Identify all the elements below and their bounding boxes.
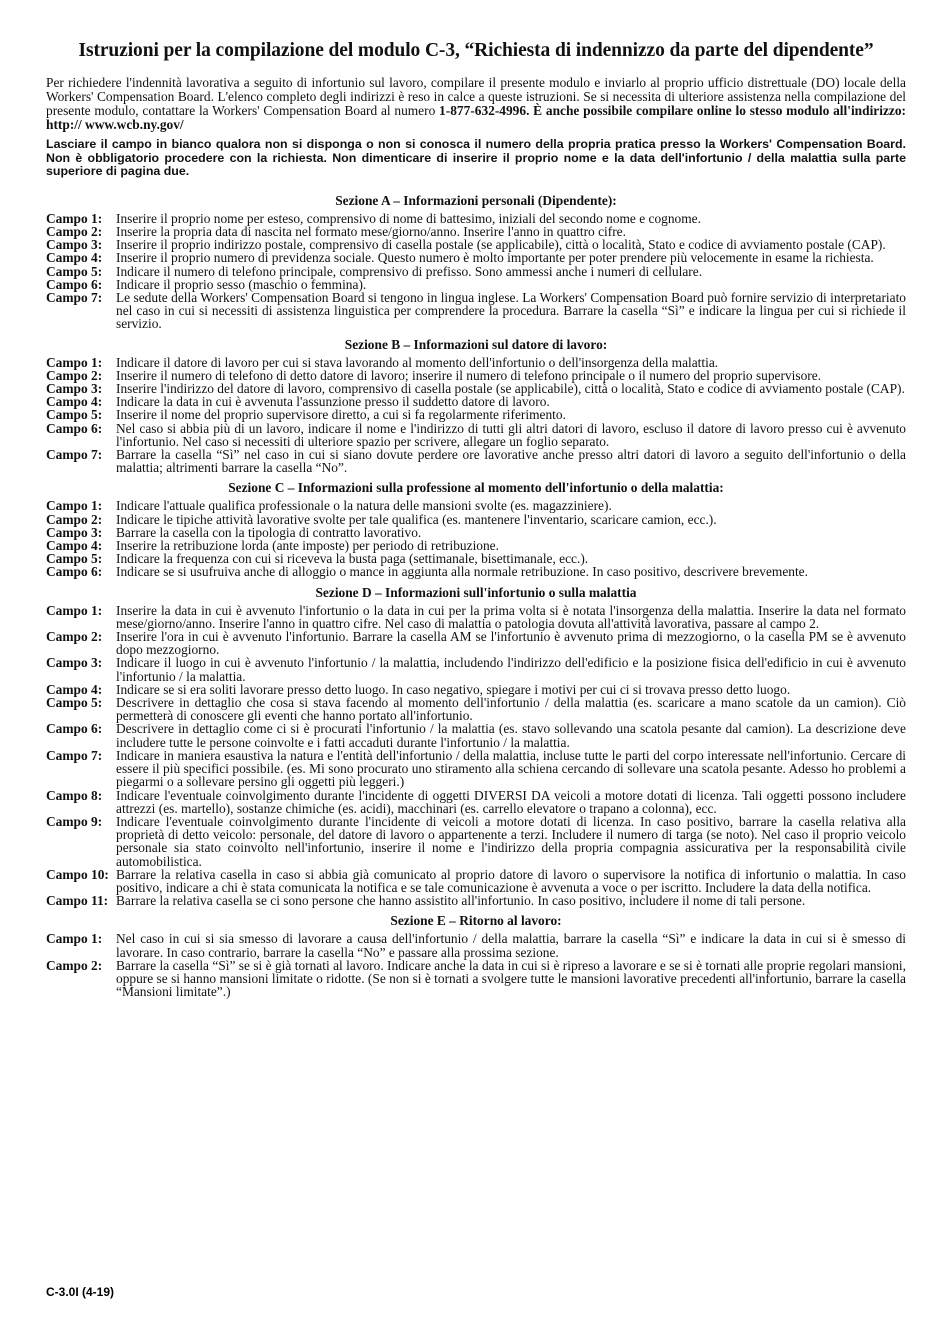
campo-label: Campo 6: [46,564,103,580]
campo-text: Inserire l'ora in cui è avvenuto l'infortunio. Barrare la casella AM se l'infortunio è avvenuto prima di mezzogiorno, o la casella PM se è avvenuto dopo mezzogiorno. [116,629,906,658]
campo-label: Campo 3: [46,655,103,671]
campo-label: Campo 1: [46,602,103,618]
campo-row [46,513,906,526]
intro-text: Per richiedere l'indennità lavorativa a seguito di infortunio sul lavoro, compilare il presente modulo e inviarlo al proprio ufficio distrettuale (DO) locale della Workers' Compensation Board. L'elenco completo degli indirizzi è reso in calce a queste istruzioni. Se si necessita di ulteriore assistenza nella compilazione del presente modulo, contattare la Workers' Compensation Board al numero [46,75,906,118]
campo-text: Barrare la casella con la tipologia di contratto lavorativo. [116,524,422,540]
campo-label: Campo 7: [46,447,103,463]
campo-row [46,604,906,630]
campo-text: Inserire il nome del proprio supervisore diretto, a cui si fa regolarmente riferimento. [116,407,566,423]
campo-label: Campo 5: [46,695,103,711]
campo-row [46,932,906,958]
campo-text: Indicare le tipiche attività lavorative svolte per tale qualifica (es. mantenere l'inventario, scaricare camion, ecc.). [116,511,717,527]
campo-label: Campo 8: [46,787,103,803]
campo-label: Campo 3: [46,524,103,540]
sections-container [46,193,906,999]
campo-text: Inserire il proprio indirizzo postale, comprensivo di casella postale (se applicabile), città o località, Stato e codice di avviamento postale (CAP). [116,237,886,253]
campo-text: Barrare la relativa casella se ci sono persone che hanno assistito all'infortunio. In caso positivo, includere il nome di tali persone. [116,893,806,909]
section-e [46,913,906,998]
campo-label: Campo 9: [46,813,103,829]
campo-label: Campo 5: [46,407,103,423]
campo-row [46,422,906,448]
document-page [46,40,906,1004]
campo-label: Campo 11: [46,893,109,909]
campo-text: Indicare se si usufruiva anche di alloggio o mance in aggiunta alla normale retribuzione. In caso positivo, descrivere brevemente. [116,564,808,580]
campo-text: Inserire il proprio numero di previdenza sociale. Questo numero è molto importante per poter prendere più velocemente in esame la richiesta. [116,250,874,266]
campo-text: Indicare il datore di lavoro per cui si stava lavorando al momento dell'infortunio o dell'insorgenza della malattia. [116,354,719,370]
campo-text: Indicare l'eventuale coinvolgimento durante l'incidente di oggetti DIVERSI DA veicoli a motore dotati di licenza. Tali oggetti possono includere attrezzi (es. martello), sostanze chimiche (es. acidi), macchinari (es. carrello elevatore o trapano a colonna), ecc. [116,787,906,816]
campo-label: Campo 6: [46,276,103,292]
campo-text: Indicare il numero di telefono principale, comprensivo di prefisso. Sono ammessi anche i numeri di cellulare. [116,263,703,279]
campo-label: Campo 4: [46,538,103,554]
campo-label: Campo 3: [46,237,103,253]
campo-label: Campo 2: [46,957,103,973]
campo-text: Indicare se si era soliti lavorare presso detto luogo. In caso negativo, spiegare i motivi per cui ci si trovava presso detto luogo. [116,681,791,697]
section-title: Sezione A – Informazioni personali (Dipendente): [335,192,617,208]
campo-label: Campo 2: [46,511,103,527]
campo-label: Campo 2: [46,223,103,239]
page-title: Istruzioni per la compilazione del modulo C-3, “Richiesta di indennizzo da parte del dipendente” [78,40,874,61]
campo-row [46,959,906,999]
campo-row [46,630,906,656]
campo-label: Campo 3: [46,381,103,397]
campo-text: Inserire il numero di telefono di detto datore di lavoro; inserire il numero di telefono principale o il numero del proprio supervisore. [116,367,822,383]
campo-row [46,815,906,868]
form-code-footer: C-3.0I (4-19) [46,1285,115,1299]
campo-row [46,251,906,264]
campo-row [46,894,906,907]
campo-row [46,212,906,225]
section-b [46,337,906,475]
section-title: Sezione E – Ritorno al lavoro: [390,913,562,929]
campo-label: Campo 10: [46,866,109,882]
notice-paragraph: Lasciare il campo in bianco qualora non si disponga o non si conosca il numero della propria pratica presso la Workers' Compensation Board. Non è obbligatorio procedere con la richiesta. Non dimenticare di inserire il proprio nome e la data dell'infortunio / della malattia sulla parte superiore di pagina due. [46,137,906,179]
campo-label: Campo 2: [46,367,103,383]
campo-text: Descrivere in dettaglio che cosa si stava facendo al momento dell'infortunio / della malattia (es. scaricare a mano scatole da un camion). Ciò permetterà di conoscere gli eventi che hanno portato all'infortunio. [116,695,906,724]
campo-text: Indicare l'attuale qualifica professionale o la natura delle mansioni svolte (es. magazziniere). [116,498,612,514]
campo-row [46,789,906,815]
section-d [46,585,906,908]
campo-label: Campo 7: [46,290,103,305]
campo-row [46,448,906,474]
campo-row [46,291,906,331]
campo-text: Inserire l'indirizzo del datore di lavoro, comprensivo di casella postale (se applicabile), città o località, Stato e codice di avviamento postale (CAP). [116,381,905,397]
campo-text: Le sedute della Workers' Compensation Board si tengono in lingua inglese. La Workers' Compensation Board può fornire servizio di interpretariato nel caso in cui si necessiti di assistenza linguistica per comprendere la procedura. Barrare la casella “Sì” e indicare la lingua per cui si richiede il servizio. [116,290,906,332]
campo-text: Nel caso si abbia più di un lavoro, indicare il nome e l'indirizzo di tutti gli altri datori di lavoro, escluso il datore di lavoro presso cui è avvenuto l'infortunio. Nel caso si necessiti di ulteriore spazio per scrivere, allegare un foglio separato. [116,420,906,449]
campo-text: Indicare in maniera esaustiva la natura e l'entità dell'infortunio / della malattia, incluse tutte le parti del corpo interessate nell'infortunio. Cercare di essere il più specifici possibile. (es. Mi sono procurato uno stiramento alla schiena cercando di sollevare una scatola pesante. Adesso ho problemi a piegarmi o a sollevare persino gli oggetti più leggeri.) [116,747,906,790]
campo-text: Nel caso in cui si sia smesso di lavorare a causa dell'infortunio / della malattia, barrare la casella “Sì” e indicare la data in cui si è smesso di lavorare. In caso contrario, barrare la casella “No” e passare alla prossima sezione. [116,931,906,960]
campo-text: Indicare la data in cui è avvenuta l'assunzione presso il suddetto datore di lavoro. [116,394,550,410]
campo-label: Campo 5: [46,551,103,567]
campo-row [46,499,906,512]
campo-label: Campo 1: [46,354,103,370]
campo-text: Inserire il proprio nome per esteso, comprensivo di nome di battesimo, iniziali del secondo nome e cognome. [116,210,701,226]
campo-row [46,356,906,369]
campo-row [46,749,906,789]
campo-text: Indicare l'eventuale coinvolgimento durante l'incidente di veicoli a motore dotati di licenza. In caso positivo, barrare la casella relativa alla proprietà di detto veicolo: personale, del datore di lavoro o appartenente a terzi. Includere il numero di targa (se noto). Nel caso il proprio veicolo personale sia stato coinvolto nell'infortunio, inserire il nome e l'indirizzo della propria compagnia assicurativa per la responsabilità civile automobilistica. [116,813,906,869]
campo-label: Campo 4: [46,394,103,410]
campo-text: Barrare la casella “Sì” se si è già tornati al lavoro. Indicare anche la data in cui si è ripreso a lavorare e se si è tornati alle proprie regolari mansioni, oppure se si hanno mansioni limitate o ridotte. (Se non si è tornati a svolgere tutte le mansioni lavorative precedenti all'infortunio, barrare la casella “Mansioni limitate”.) [116,957,906,1000]
campo-label: Campo 4: [46,681,103,697]
campo-text: Indicare il luogo in cui è avvenuto l'infortunio / la malattia, includendo l'indirizzo dell'edificio e la posizione fisica dell'edificio in cui è avvenuto l'infortunio / la malattia. [116,655,906,684]
intro-contact: 1-877-632-4996. È anche possibile compilare online lo stesso modulo all'indirizzo: http:// www.wcb.ny.gov/ [46,103,906,132]
campo-label: Campo 1: [46,210,103,226]
campo-row [46,868,906,894]
campo-text: Inserire la data in cui è avvenuto l'infortunio o la data in cui per la prima volta si è notata l'insorgenza della malattia. Inserire la data nel formato mese/giorno/anno. Inserire l'anno in quattro cifre. Nel caso di malattia o patologia dovuta all'attività lavorativa, passare al campo 2. [116,602,906,631]
campo-text: Barrare la relativa casella in caso si abbia già comunicato al proprio datore di lavoro o supervisore la notifica di infortunio o malattia. In caso positivo, indicare a chi è stata comunicata la notifica e se tale comunicazione è avvenuta a voce o per iscritto. Includere la data della notifica. [116,866,906,895]
section-title: Sezione D – Informazioni sull'infortunio o sulla malattia [315,584,637,600]
section-a [46,193,906,331]
campo-label: Campo 1: [46,498,103,514]
campo-label: Campo 2: [46,629,103,645]
intro-paragraph [46,76,906,132]
campo-row [46,656,906,682]
campo-label: Campo 4: [46,250,103,266]
campo-label: Campo 6: [46,420,103,436]
campo-label: Campo 7: [46,747,103,763]
campo-row [46,265,906,278]
campo-text: Barrare la casella “Sì” nel caso in cui si siano dovute perdere ore lavorative anche presso altri datori di lavoro a seguito dell'infortunio o della malattia; altrimenti barrare la casella “No”. [116,447,906,476]
section-title: Sezione C – Informazioni sulla professione al momento dell'infortunio o della malattia: [228,480,724,496]
campo-label: Campo 6: [46,721,103,737]
campo-text: Indicare la frequenza con cui si riceveva la busta paga (settimanale, bisettimanale, ecc.). [116,551,589,567]
campo-text: Inserire la retribuzione lorda (ante imposte) per periodo di retribuzione. [116,538,499,554]
section-c [46,480,906,578]
campo-row [46,696,906,722]
campo-text: Indicare il proprio sesso (maschio o femmina). [116,276,367,292]
section-title: Sezione B – Informazioni sul datore di lavoro: [344,336,608,352]
campo-text: Inserire la propria data di nascita nel formato mese/giorno/anno. Inserire l'anno in quattro cifre. [116,223,626,239]
campo-text: Descrivere in dettaglio come ci si è procurati l'infortunio / la malattia (es. stavo sollevando una scatola pesante dal camion). La descrizione deve includere tutte le persone coinvolte e i fatti accaduti durante l'infortunio / la malattia. [116,721,906,750]
campo-row [46,565,906,578]
campo-label: Campo 5: [46,263,103,279]
campo-label: Campo 1: [46,931,103,947]
campo-row [46,408,906,421]
campo-row [46,722,906,748]
